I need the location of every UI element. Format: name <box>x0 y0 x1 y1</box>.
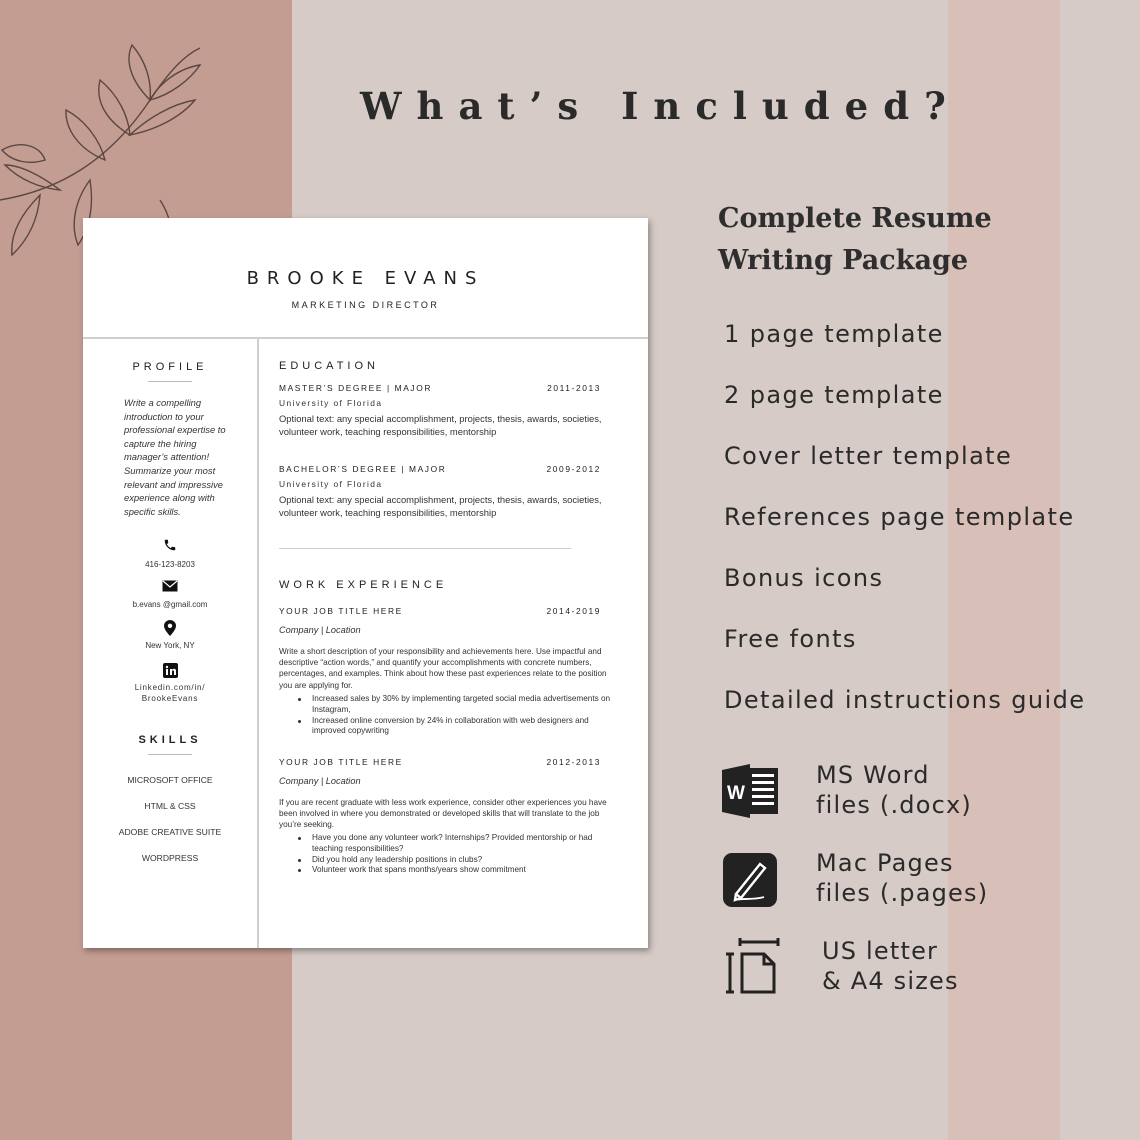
list-item: Increased sales by 30% by implementing targeted social media advertisements on Instagram, <box>279 694 613 716</box>
job-bullets <box>279 833 613 876</box>
resume-column-divider <box>257 339 259 948</box>
education-text: Optional text: any special accomplishment, projects, thesis, awards, societies, volunteer work, teaching responsibilities, mentorship <box>279 494 602 518</box>
job-description: If you are recent graduate with less work experience, consider other experiences you have been involved in where you demonstrated or developed skills that will translate to the job you’re seeking. <box>279 798 607 830</box>
education-school: University of Florida <box>279 398 383 408</box>
location-pin-icon <box>164 620 176 636</box>
included-item: Free fonts <box>724 625 857 653</box>
job-title: YOUR JOB TITLE HERE <box>279 757 403 767</box>
job-title: YOUR JOB TITLE HERE <box>279 606 403 616</box>
contact-phone: 416-123-8203 <box>145 560 195 570</box>
job-years: 2012-2013 <box>546 757 601 767</box>
resume-preview <box>83 218 648 948</box>
skill-item: WORDPRESS <box>141 853 199 864</box>
education-text: Optional text: any special accomplishment, projects, thesis, awards, societies, volunteer work, teaching responsibilities, mentorship <box>279 413 602 437</box>
mac-pages-icon <box>720 848 780 908</box>
included-item: 1 page template <box>724 320 944 348</box>
divider <box>148 754 192 755</box>
education-years: 2011-2013 <box>547 383 601 393</box>
job-company: Company | Location <box>279 776 361 786</box>
linkedin-line-2: BrookeEvans <box>141 694 199 704</box>
contact-linkedin <box>83 682 257 704</box>
job-years: 2014-2019 <box>546 606 601 616</box>
page-heading: What’s Included? <box>360 84 961 128</box>
skill-item: ADOBE CREATIVE SUITE <box>118 827 222 838</box>
included-item: Detailed instructions guide <box>724 686 1086 714</box>
package-title-line-2: Writing Package <box>718 245 969 276</box>
resume-sidebar <box>83 339 257 863</box>
format-ms-word <box>720 760 972 820</box>
profile-text: Write a compelling introduction to your professional expertise to capture the hiring manager’s attention! Summarize your most relevant and impressive experience along with specific skills. <box>124 397 226 517</box>
linkedin-line-1: Linkedin.com/in/ <box>134 683 206 693</box>
linkedin-icon <box>163 663 178 678</box>
skills-heading: SKILLS <box>138 734 202 747</box>
education-heading: EDUCATION <box>279 360 379 372</box>
work-heading: WORK EXPERIENCE <box>279 579 448 591</box>
format-paper-size <box>720 936 959 996</box>
svg-text:W: W <box>727 783 745 804</box>
resume-role: MARKETING DIRECTOR <box>291 300 440 310</box>
skill-item: HTML & CSS <box>144 801 196 812</box>
education-years: 2009-2012 <box>546 464 601 474</box>
format-label: MS Word files (.docx) <box>816 761 972 819</box>
included-item: 2 page template <box>724 381 944 409</box>
included-item: Bonus icons <box>724 564 884 592</box>
list-item: Volunteer work that spans months/years show commitment <box>279 865 613 876</box>
phone-icon <box>163 538 177 552</box>
education-degree: BACHELOR’S DEGREE | MAJOR <box>279 464 447 474</box>
contact-email: b.evans @gmail.com <box>132 600 208 610</box>
list-item: Increased online conversion by 24% in collaboration with web designers and improved copywriting <box>279 716 613 738</box>
included-list <box>724 312 1085 739</box>
skill-item: MICROSOFT OFFICE <box>127 775 213 786</box>
included-item: Cover letter template <box>724 442 1013 470</box>
package-title <box>718 198 992 282</box>
contact-location: New York, NY <box>145 641 195 651</box>
email-icon <box>162 580 178 592</box>
education-row <box>279 464 601 474</box>
job-row <box>279 606 601 616</box>
format-mac-pages <box>720 848 988 908</box>
included-item: References page template <box>724 503 1075 531</box>
job-row <box>279 757 601 767</box>
format-label: Mac Pages files (.pages) <box>816 849 989 907</box>
job-description: Write a short description of your responsibility and achievements here. Use impactful and descriptive “action words,” and quantify your accomplishments with concrete numbers, percentages, and examples. Think about how these past experiences relate to the position you are applying for. <box>279 647 607 690</box>
section-divider <box>279 548 571 549</box>
divider <box>148 381 192 382</box>
format-label: US letter & A4 sizes <box>822 937 959 995</box>
resume-name: BROOKE EVANS <box>246 268 485 289</box>
job-company: Company | Location <box>279 625 361 635</box>
package-title-line-1: Complete Resume <box>718 203 992 234</box>
ms-word-icon <box>720 760 780 820</box>
education-degree: MASTER’S DEGREE | MAJOR <box>279 383 432 393</box>
education-row <box>279 383 601 393</box>
document-size-icon <box>720 936 780 996</box>
education-school: University of Florida <box>279 479 383 489</box>
list-item: Have you done any volunteer work? Internships? Provided mentorship or had teaching responsibilities? <box>279 833 613 855</box>
profile-heading: PROFILE <box>132 361 208 373</box>
list-item: Did you hold any leadership positions in clubs? <box>279 855 613 866</box>
job-bullets <box>279 694 613 737</box>
